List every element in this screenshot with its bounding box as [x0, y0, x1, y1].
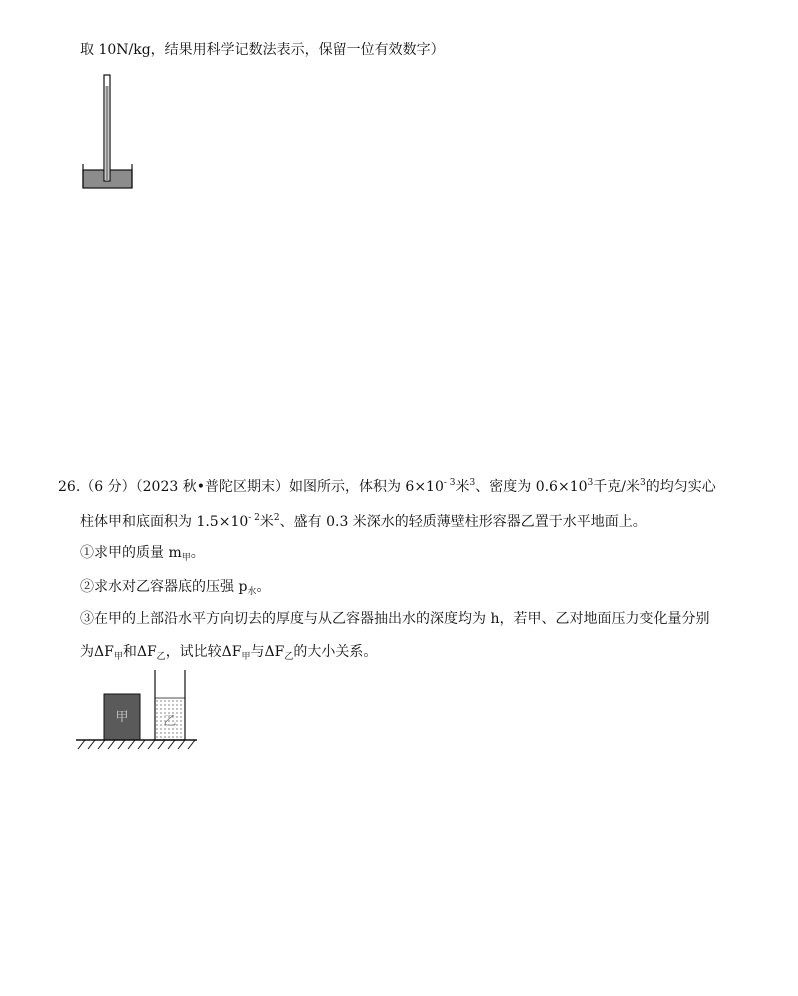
q26-part-3-line-2: 为$\Delta F_甲$和$\Delta F_乙$，试比较$\Delta F_甲$与$\Delta F_乙$的大小关系。: [80, 644, 378, 662]
ground-hatching: [78, 740, 195, 749]
blocks-figure: [76, 668, 201, 750]
q26-line-1: 26.（6 分）（2023 秋•普陀区期末）如图所示，体积为 $6\times 10^{- 3}$米$^3$、密度为 $0.6\times 10^3$千克/米$^3$的均匀实心: [58, 478, 716, 495]
barometer-figure: [80, 72, 140, 192]
q25-text-tail: 取 10N/kg，结果用科学记数法表示，保留一位有效数字）: [80, 42, 445, 58]
q26-source: （2023 秋•普陀区期末）: [135, 479, 289, 495]
label-yi: 乙: [163, 714, 177, 729]
q26-number: 26.: [58, 479, 81, 495]
q26-part-2: ②求水对乙容器底的压强 $p_水$。: [80, 579, 271, 597]
q26-part-1: ①求甲的质量 $m_甲$。: [80, 545, 205, 563]
q26-score: （6 分）: [80, 479, 136, 495]
label-jia: 甲: [115, 710, 129, 725]
q26-line-2: 柱体甲和底面积为 $1.5\times 10^{- 2}$米$^2$、盛有 0.3 米深水的轻质薄壁柱形容器乙置于水平地面上。: [80, 513, 647, 530]
tube-liquid-column: [106, 86, 109, 181]
q26-part-3-line-1: ③在甲的上部沿水平方向切去的厚度与从乙容器抽出水的深度均为 h，若甲、乙对地面压力变化量分别: [80, 611, 710, 627]
